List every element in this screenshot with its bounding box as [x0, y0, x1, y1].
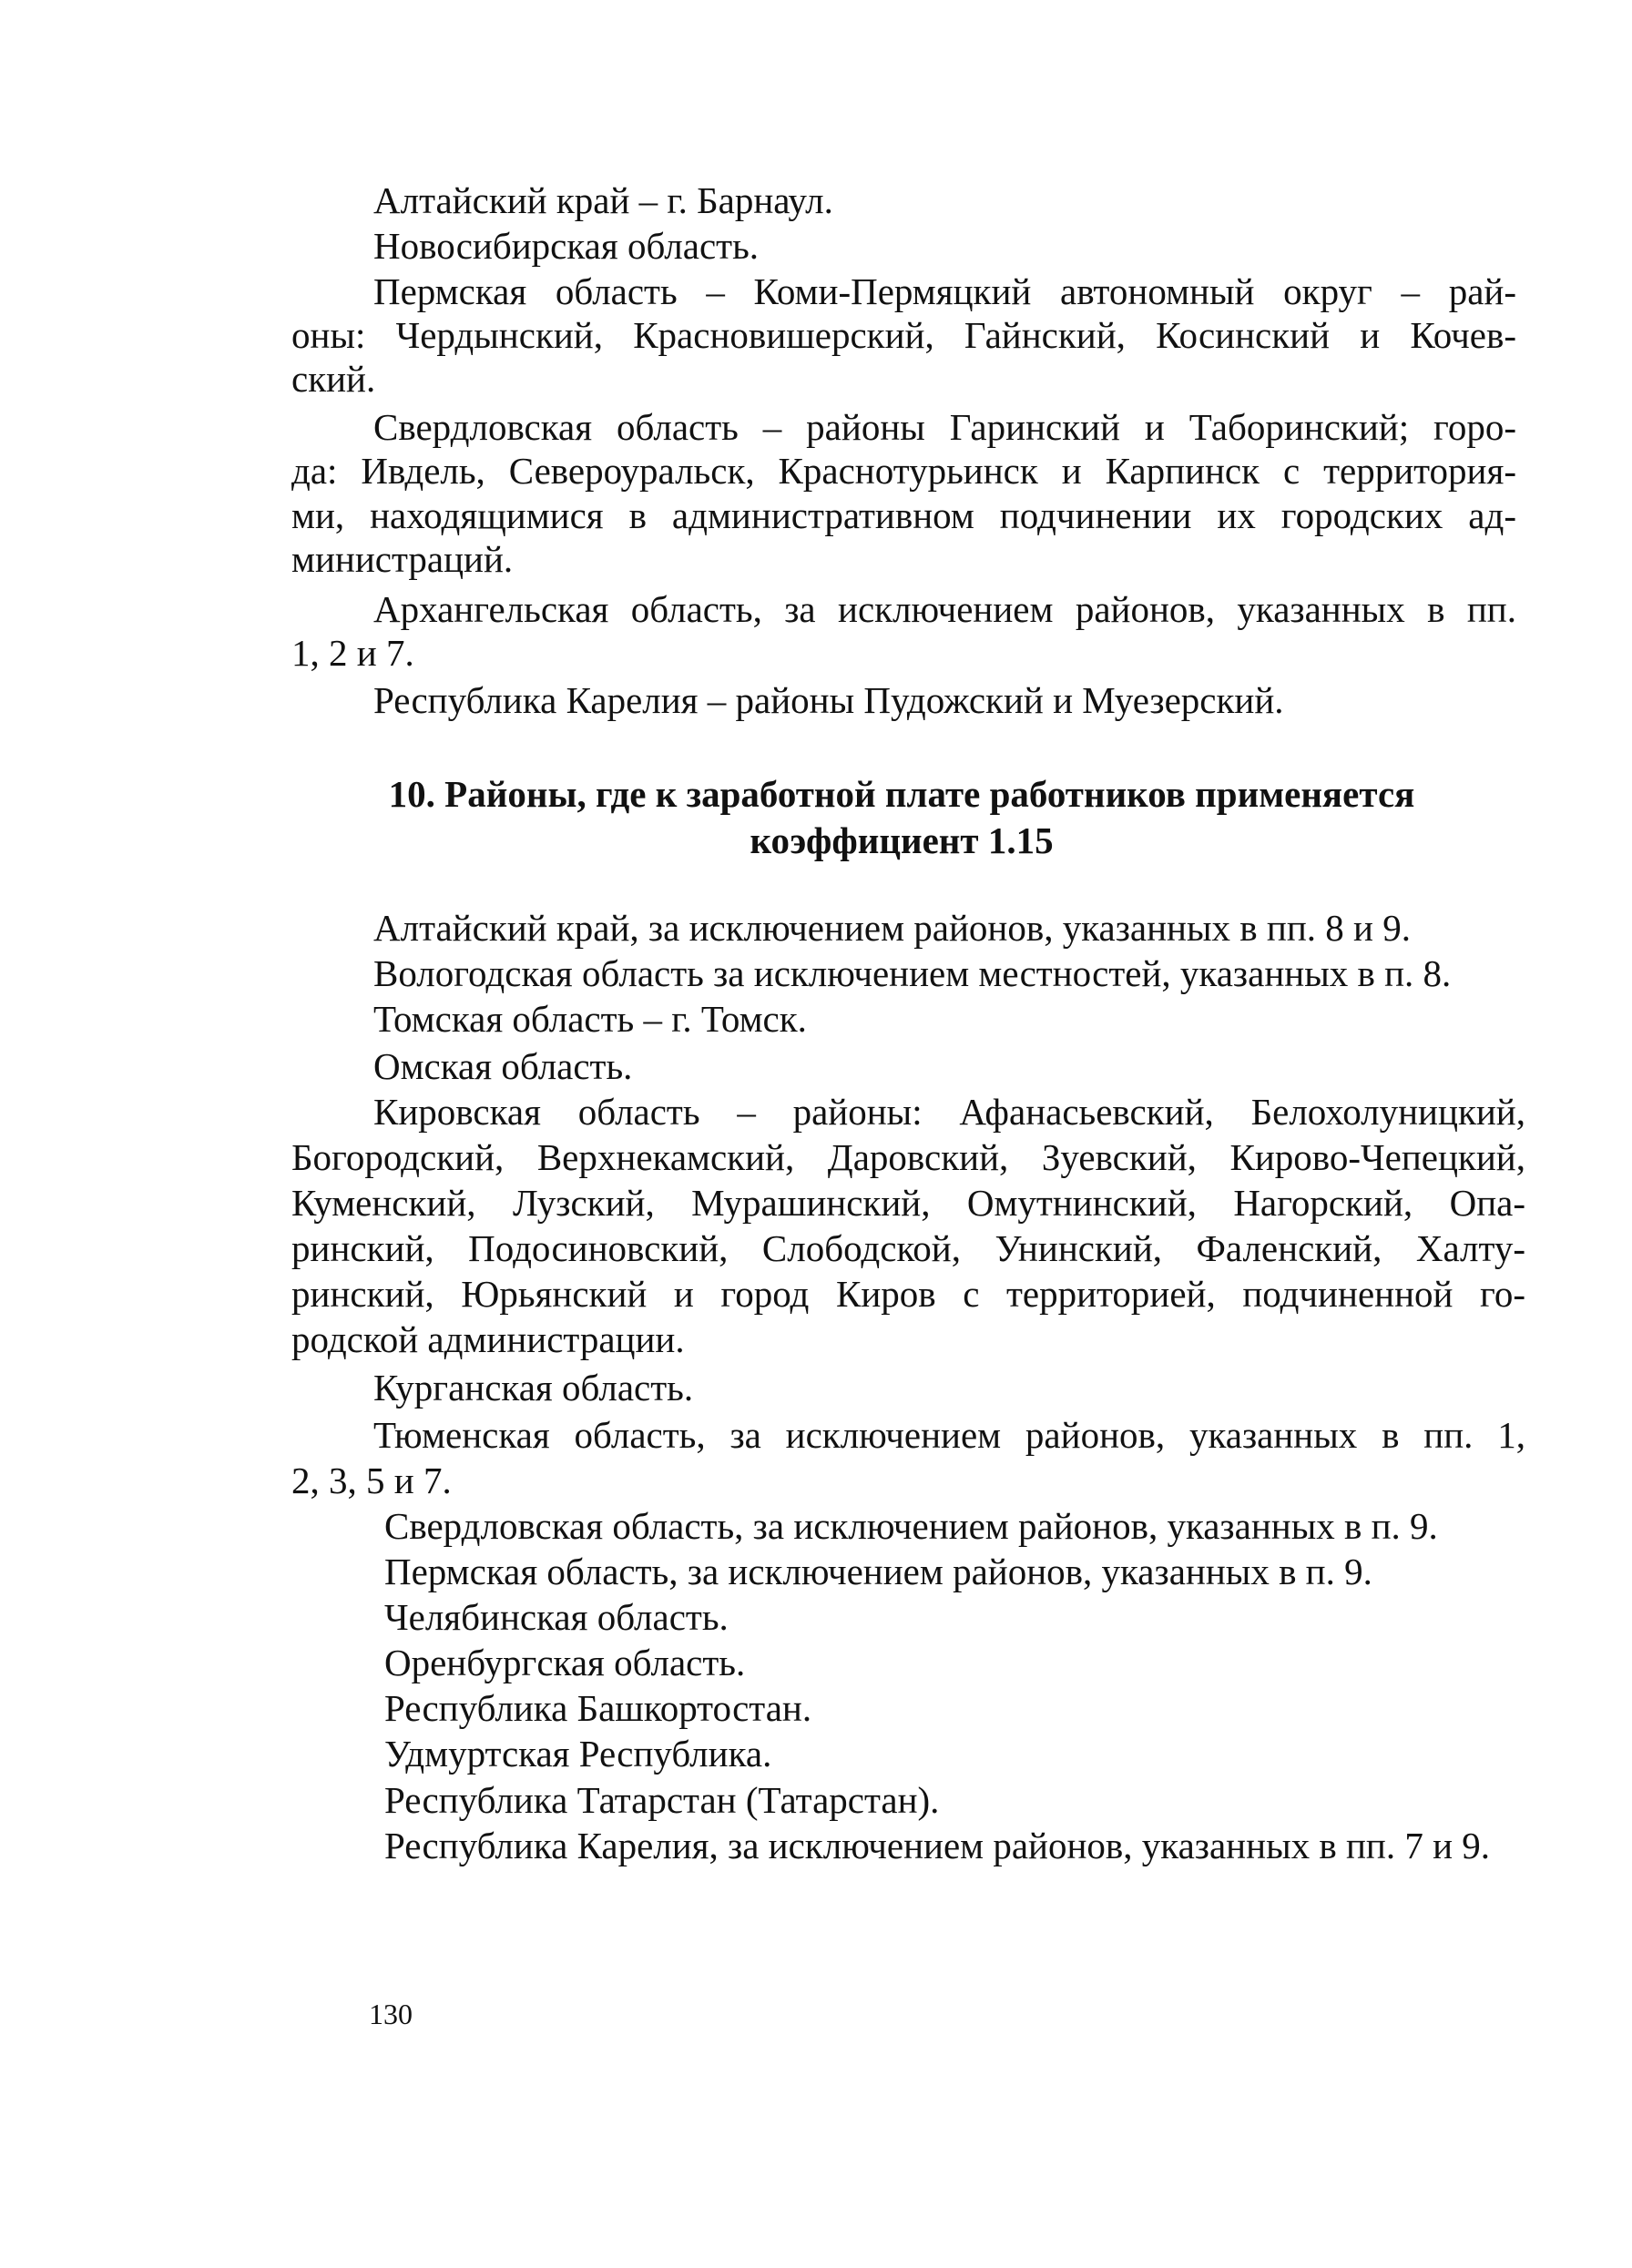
text-line: ринский, Юрьянский и город Киров с территорией, подчиненной го-	[291, 1273, 1525, 1315]
text-line: Новосибирская область.	[373, 225, 760, 267]
text-line: Челябинская область.	[384, 1596, 729, 1638]
page-number: 130	[369, 1998, 413, 2030]
text-line: родской администрации.	[291, 1318, 685, 1360]
text-line: Свердловская область – районы Гаринский и Таборинский; горо-	[373, 406, 1516, 448]
text-line: Алтайский край – г. Барнаул.	[373, 179, 833, 221]
text-line: Куменский, Лузский, Мурашинский, Омутнинский, Нагорский, Опа-	[291, 1182, 1525, 1224]
text-line: Свердловская область, за исключением районов, указанных в п. 9.	[384, 1505, 1438, 1547]
text-line: оны: Чердынский, Красновишерский, Гайнский, Косинский и Кочев-	[291, 314, 1516, 356]
text-line: Кировская область – районы: Афанасьевский, Белохолуницкий,	[373, 1091, 1525, 1133]
text-line: Алтайский край, за исключением районов, указанных в пп. 8 и 9.	[373, 907, 1411, 949]
section-heading-line: 10. Районы, где к заработной плате работников применяется	[388, 773, 1415, 815]
text-line: да: Ивдель, Североуральск, Краснотурьинск и Карпинск с территория-	[291, 450, 1516, 492]
text-line: Республика Карелия – районы Пудожский и Муезерский.	[373, 679, 1284, 721]
text-line: Пермская область, за исключением районов, указанных в п. 9.	[384, 1551, 1372, 1592]
text-line: Омская область.	[373, 1045, 633, 1087]
text-line: Вологодская область за исключением местностей, указанных в п. 8.	[373, 952, 1452, 994]
text-line: 1, 2 и 7.	[291, 632, 414, 674]
text-line: Республика Карелия, за исключением районов, указанных в пп. 7 и 9.	[384, 1825, 1491, 1866]
text-line: ский.	[291, 358, 376, 400]
text-line: Богородский, Верхнекамский, Даровский, Зуевский, Кирово-Чепецкий,	[291, 1136, 1525, 1178]
text-line: Удмуртская Республика.	[384, 1733, 772, 1775]
text-line: Тюменская область, за исключением районов, указанных в пп. 1,	[373, 1414, 1525, 1456]
text-line: Архангельская область, за исключением районов, указанных в пп.	[373, 588, 1516, 630]
text-line: Томская область – г. Томск.	[373, 998, 807, 1040]
text-line: Оренбургская область.	[384, 1642, 746, 1683]
text-line: Курганская область.	[373, 1367, 694, 1409]
text-line: министраций.	[291, 538, 514, 580]
section-heading-line: коэффициент 1.15	[750, 819, 1054, 861]
text-line: ми, находящимися в административном подчинении их городских ад-	[291, 494, 1516, 536]
text-line: 2, 3, 5 и 7.	[291, 1459, 452, 1501]
text-line: Пермская область – Коми-Пермяцкий автономный округ – рай-	[373, 270, 1516, 312]
text-line: Республика Башкортостан.	[384, 1687, 812, 1729]
text-line: ринский, Подосиновский, Слободской, Унинский, Фаленский, Халту-	[291, 1227, 1525, 1269]
text-line: Республика Татарстан (Татарстан).	[384, 1779, 940, 1821]
